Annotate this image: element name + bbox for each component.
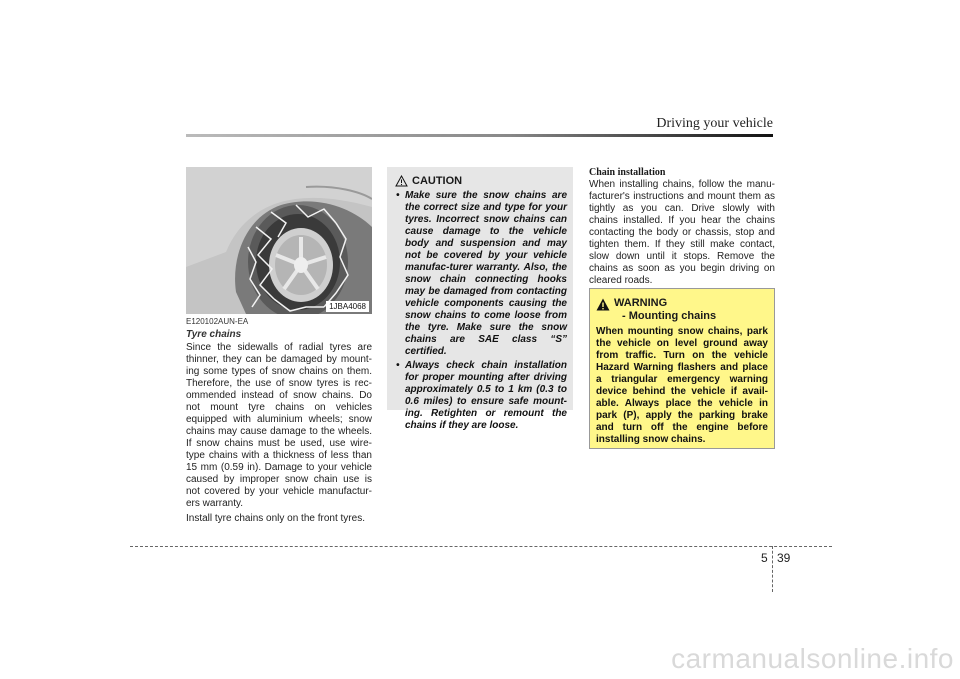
tyre-chains-heading: Tyre chains	[186, 329, 242, 340]
caution-triangle-icon	[395, 175, 408, 187]
page-section-title: Driving your vehicle	[656, 116, 773, 131]
left-column	[186, 317, 372, 525]
footer-rule	[130, 546, 832, 547]
page-number: 39	[777, 551, 791, 565]
page-number-divider	[772, 546, 773, 592]
caution-list	[395, 190, 567, 432]
warning-triangle-icon	[596, 298, 610, 311]
watermark: carmanualsonline.info	[671, 643, 954, 674]
chain-installation-paragraph: When installing chains, follow the manu-facturer's instructions and mount them as tightly as you can. Drive slowly with chains installed. If you hear the chains contacting the body or chassis, stop and tighten them. If they still make contact, slow down until it stops. Remove the chains as soon as you begin driving on cleared roads.	[589, 179, 775, 286]
caution-header	[395, 175, 567, 187]
warning-subtitle: - Mounting chains	[622, 310, 717, 322]
snow-chain-figure	[186, 167, 372, 314]
figure-id-label: 1JBA4068	[326, 301, 369, 312]
right-column	[589, 167, 775, 287]
front-tyres-note: Install tyre chains only on the front tyres.	[186, 513, 365, 524]
warning-text: When mounting snow chains, park the vehicle on level ground away from traffic. Turn on the vehicle Hazard Warning flashers and place a triangular emergency warning device behind the vehicle if avail-able. Always place the vehicle in park (P), apply the parking brake and turn off the engine before installing snow chains.	[596, 326, 768, 445]
caution-box	[387, 167, 573, 431]
chapter-number: 5	[761, 551, 768, 565]
caution-title: CAUTION	[412, 175, 463, 187]
warning-title: WARNING	[614, 297, 668, 309]
car-wheel-icon	[186, 167, 372, 314]
header-rule	[186, 134, 773, 137]
reference-code: E120102AUN-EA	[186, 317, 249, 326]
tyre-chains-paragraph: Since the sidewalls of radial tyres are thinner, they can be damaged by mount-ing some types of snow chains on them. Therefore, the use of snow tyres is rec-ommended instead of snow chains. Do not mount tyre chains on vehicles equipped with aluminium wheels; snow chains may cause damage to the wheels. If snow chains must be used, use wire-type chains with a thickness of less than 15 mm (0.59 in). Damage to your vehicle caused by improper snow chain use is not covered by your vehicle manufactur-ers warranty.	[186, 342, 372, 509]
caution-item: • Make sure the snow chains are the correct size and type for your tyres. Incorrect snow chains can cause damage to the vehicle body and suspension and may not be covered by your vehicle manufac-turer warranty. Also, the snow chain connecting hooks may be damaged from contacting vehicle components causing the snow chains to come loose from the tyre. Make sure the snow chains are SAE class “S” certified.	[395, 190, 567, 358]
warning-box	[589, 288, 775, 449]
caution-item: • Always check chain installation for proper mounting after driving approximately 0.5 to 1 km (0.3 to 0.6 miles) to ensure safe mount-ing. Retighten or remount the chains if they are loose.	[395, 360, 567, 432]
warning-header	[596, 297, 768, 323]
chain-installation-heading: Chain installation	[589, 167, 666, 178]
